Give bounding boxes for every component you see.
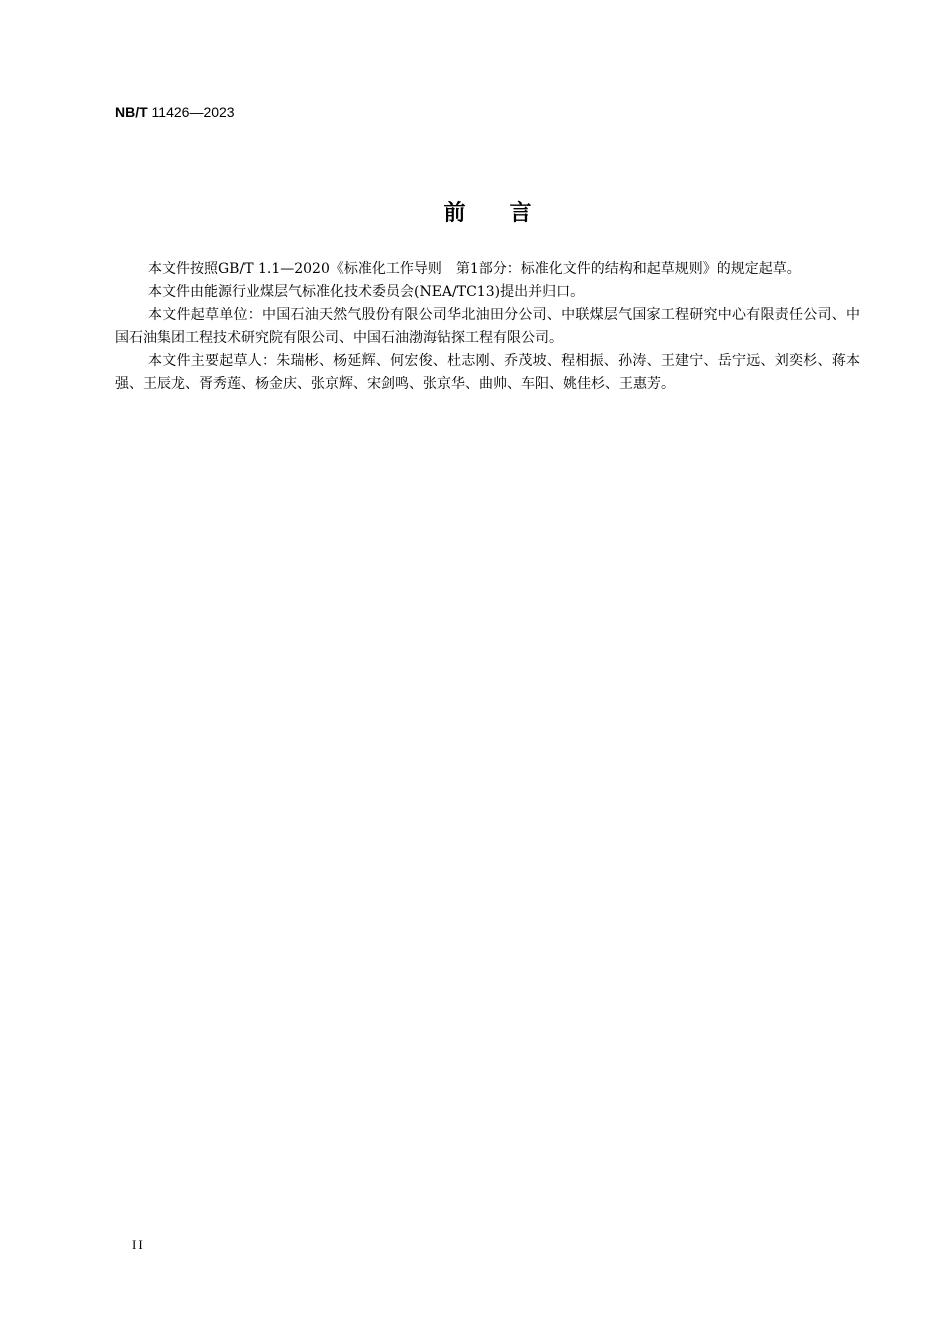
paragraph-drafters: 本文件主要起草人：朱瑞彬、杨延辉、何宏俊、杜志刚、乔茂坡、程相振、孙涛、王建宁、岳宁远、刘奕杉、蒋本强、王辰龙、胥秀莲、杨金庆、张京辉、宋剑鸣、张京华、曲帅、车阳、姚佳杉、王惠芳。	[115, 353, 860, 392]
paragraph-drafting-rules: 本文件按照GB/T 1.1—2020《标准化工作导则 第1部分：标准化文件的结构和起草规则》的规定起草。	[148, 261, 801, 277]
page-title: 前言	[443, 201, 576, 226]
standard-code-prefix: NB/T	[115, 104, 148, 120]
standard-code-number: 11426—2023	[147, 104, 235, 120]
paragraph-committee: 本文件由能源行业煤层气标准化技术委员会(NEA/TC13)提出并归口。	[148, 284, 585, 300]
page-number: II	[132, 1237, 145, 1252]
standard-code-header	[115, 103, 235, 121]
paragraph-drafting-units: 本文件起草单位：中国石油天然气股份有限公司华北油田分公司、中联煤层气国家工程研究中心有限责任公司、中国石油集团工程技术研究院有限公司、中国石油渤海钻探工程有限公司。	[115, 307, 860, 346]
foreword-body	[115, 258, 860, 396]
